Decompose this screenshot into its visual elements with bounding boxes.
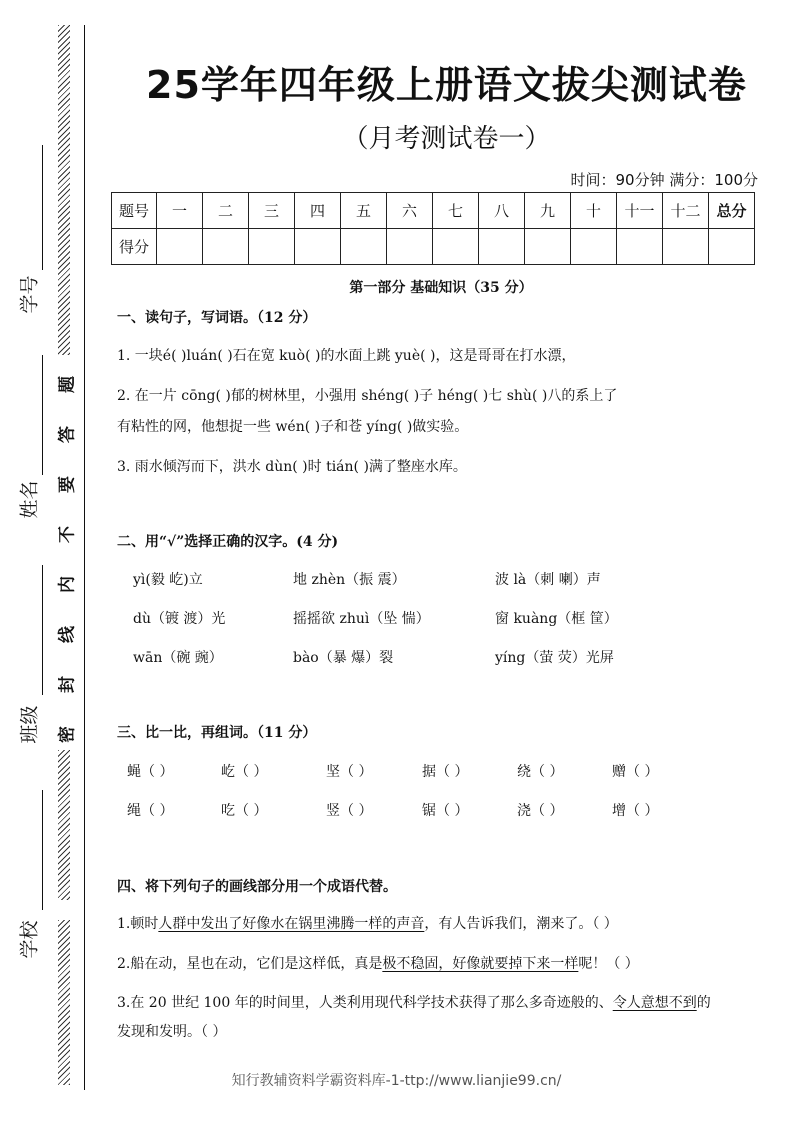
score-header-cell: 四 [295, 193, 341, 229]
section3-item: 吃（ ） [221, 803, 268, 819]
warning-char-5: 内 [57, 576, 78, 593]
section4-q3-pre: 3.在 20 世纪 100 年的时间里，人类利用现代科学技术获得了那么多奇迹般的、 [117, 995, 613, 1011]
score-cell-total[interactable] [709, 229, 755, 265]
section4-q3 [117, 992, 711, 1012]
score-header-cell: 题号 [112, 193, 157, 229]
section4-q1-pre: 1.顿时 [117, 916, 159, 932]
section3-item: 赠（ ） [612, 764, 659, 780]
hatch-band-bottom [58, 920, 70, 1085]
score-cell[interactable] [433, 229, 479, 265]
blank-line-xuehao [42, 145, 43, 270]
warning-char-7: 封 [57, 676, 78, 693]
score-cell[interactable] [479, 229, 525, 265]
score-cell[interactable] [295, 229, 341, 265]
score-header-cell: 二 [203, 193, 249, 229]
section2-item: dù（镀 渡）光 [133, 611, 226, 627]
score-table [111, 192, 755, 265]
section3-item: 屹（ ） [221, 764, 268, 780]
page-title: 25学年四年级上册语文拔尖测试卷 [146, 63, 747, 107]
warning-char-8: 密 [57, 726, 78, 743]
binding-line [84, 25, 85, 1090]
section2-item: 波 là（刺 喇）声 [495, 572, 601, 588]
score-header-cell: 一 [157, 193, 203, 229]
binding-margin [0, 0, 95, 1122]
score-header-cell: 十 [571, 193, 617, 229]
blank-line-banji [42, 565, 43, 695]
section4-q3-line2: 发现和发明。（ ） [117, 1024, 227, 1040]
section3-item: 竖（ ） [326, 803, 373, 819]
score-cell[interactable] [387, 229, 433, 265]
hatch-band-top [58, 25, 70, 355]
section3-item: 绕（ ） [517, 764, 564, 780]
blank-line-xuexiao [42, 790, 43, 910]
score-cell[interactable] [157, 229, 203, 265]
score-table-score-row [112, 229, 755, 265]
label-xuehao: 学号 [18, 275, 41, 314]
section1-line-2: 2. 在一片 cōng( )郁的树林里，小强用 shéng( )子 héng( )七 shù( )八的系上了 [117, 388, 618, 404]
section2-item: 窗 kuàng（框 筐） [495, 611, 618, 627]
section4-q1 [117, 913, 618, 933]
section4-q2-post: 呢！（ ） [578, 956, 639, 972]
section2-item: bào（暴 爆）裂 [293, 650, 394, 666]
section4-q2 [117, 953, 639, 973]
section2-item: yì(毅 屹)立 [133, 572, 203, 588]
section2-item: 地 zhèn（振 震） [293, 572, 406, 588]
section3-item: 绳（ ） [127, 803, 174, 819]
score-cell[interactable] [571, 229, 617, 265]
section4-q2-underlined: 极不稳固，好像就要掉下来一样 [382, 956, 579, 972]
section1-title: 一、读句子，写词语。（12 分） [117, 310, 317, 326]
score-cell[interactable] [341, 229, 387, 265]
warning-char-6: 线 [57, 626, 78, 643]
section1-line-4: 3. 雨水倾泻而下，洪水 dùn( )时 tián( )满了整座水库。 [117, 459, 467, 475]
section2-item: wān（碗 豌） [133, 650, 223, 666]
section4-q3-underlined: 令人意想不到 [612, 995, 697, 1011]
section4-title: 四、将下列句子的画线部分用一个成语代替。 [117, 879, 397, 895]
section1-line-3: 有粘性的网，他想捉一些 wén( )子和苍 yíng( )做实验。 [117, 419, 469, 435]
score-header-cell: 七 [433, 193, 479, 229]
section4-q2-pre: 2.船在动，星也在动，它们是这样低，真是 [117, 956, 383, 972]
section3-item: 蝇（ ） [127, 764, 174, 780]
score-header-cell: 五 [341, 193, 387, 229]
section1-line-1: 1. 一块é( )luán( )石在宽 kuò( )的水面上跳 yuè( )，这是哥哥在打水漂， [117, 348, 576, 364]
score-cell[interactable] [663, 229, 709, 265]
hatch-band-middle [58, 750, 70, 900]
score-cell[interactable] [249, 229, 295, 265]
label-xingming: 姓名 [18, 480, 41, 519]
section2-title: 二、用“√”选择正确的汉字。(4 分) [117, 534, 339, 550]
section4-q3-post: 的 [696, 995, 711, 1011]
warning-char-3: 要 [57, 476, 78, 493]
time-info: 时间：90分钟 满分：100分 [570, 171, 758, 189]
section4-q1-underlined: 人群中发出了好像水在锅里沸腾一样的声音 [158, 916, 425, 932]
label-banji: 班级 [18, 705, 41, 744]
score-row-label: 得分 [112, 229, 157, 265]
footer-watermark: 知行教辅资料学霸资料库-1-ttp://www.lianjie99.cn/ [231, 1073, 562, 1089]
score-header-cell: 三 [249, 193, 295, 229]
section3-title: 三、比一比，再组词。（11 分） [117, 725, 317, 741]
warning-char-1: 题 [57, 376, 78, 393]
section3-item: 浇（ ） [517, 803, 564, 819]
blank-line-xingming [42, 355, 43, 475]
score-table-header-row [112, 193, 755, 229]
score-cell[interactable] [203, 229, 249, 265]
section4-q1-post: ，有人告诉我们，潮来了。（ ） [424, 916, 618, 932]
score-header-cell: 十一 [617, 193, 663, 229]
label-xuexiao: 学校 [18, 920, 41, 959]
section3-item: 据（ ） [422, 764, 469, 780]
section3-item: 增（ ） [612, 803, 659, 819]
warning-char-2: 答 [57, 426, 78, 443]
score-header-cell: 九 [525, 193, 571, 229]
page-subtitle: （月考测试卷一） [342, 124, 551, 154]
score-header-cell: 十二 [663, 193, 709, 229]
warning-char-4: 不 [57, 526, 78, 543]
section2-item: 摇摇欲 zhuì（坠 惴） [293, 611, 430, 627]
score-header-cell: 八 [479, 193, 525, 229]
section2-item: yíng（萤 荧）光屏 [495, 650, 614, 666]
score-header-total: 总分 [709, 193, 755, 229]
section3-item: 锯（ ） [422, 803, 469, 819]
part-title: 第一部分 基础知识（35 分） [349, 280, 533, 296]
score-cell[interactable] [617, 229, 663, 265]
section3-item: 坚（ ） [326, 764, 373, 780]
score-cell[interactable] [525, 229, 571, 265]
score-header-cell: 六 [387, 193, 433, 229]
